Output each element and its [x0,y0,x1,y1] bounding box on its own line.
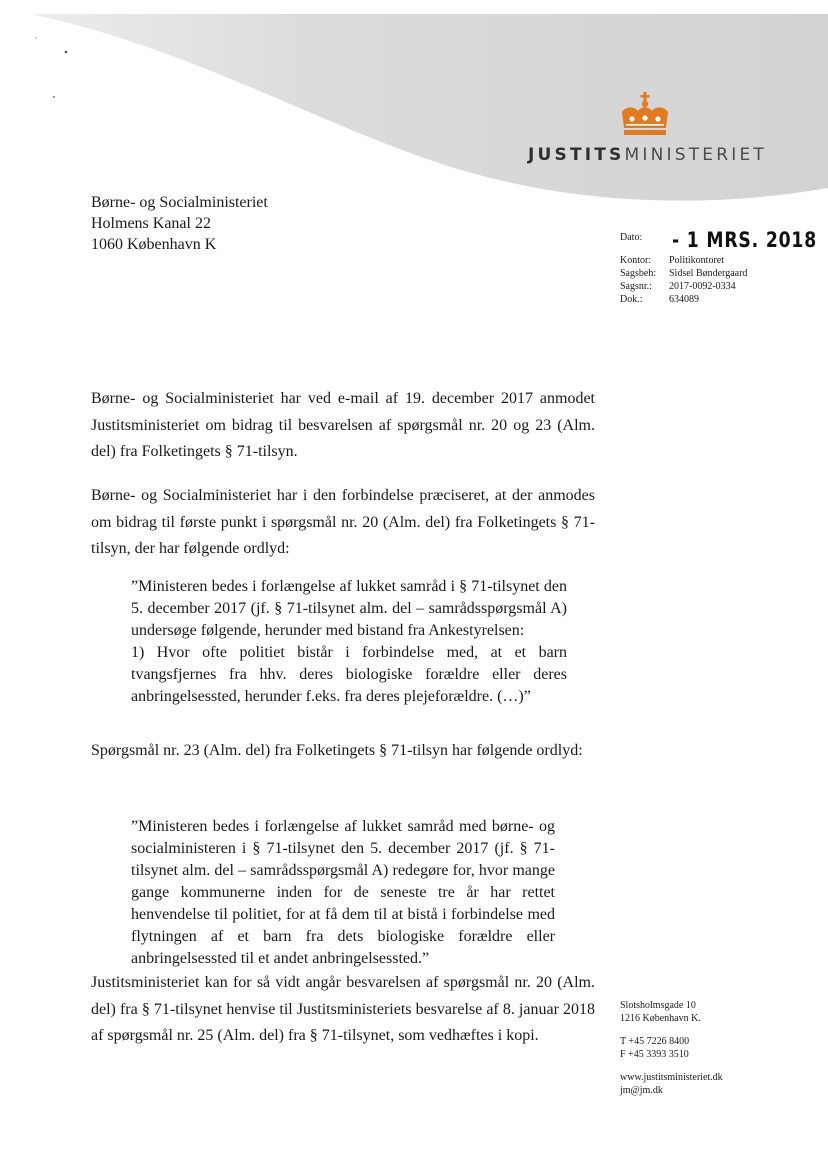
sagsbeh-value: Sidsel Bøndergaard [669,268,748,279]
crown-logo-icon [616,92,674,142]
recipient-city: 1060 København K [91,236,217,253]
dok-label: Dok.: [620,294,643,305]
footer-email[interactable]: jm@jm.dk [620,1084,663,1096]
footer-website[interactable]: www.justitsministeriet.dk [620,1072,723,1083]
footer-phone: T +45 7226 8400 [620,1036,690,1047]
footer-fax: F +45 3393 3510 [620,1048,689,1060]
ministry-name-bold: JUSTITS [527,145,625,165]
paragraph-answer: Justitsministeriet kan for så vidt angår besvarelsen af spørgsmål nr. 20 (Alm. del) fra § 71-tilsynet henvise til Justitsministeriets besvarelse af 8. januar 2018 af spørgsmål nr. 25 (Alm. del) fra § 71-tilsynet, som vedhæftes i kopi. [91,974,595,1044]
ministry-name [527,145,767,165]
date-label: Dato: [620,232,643,243]
meta-row-date [620,231,747,244]
footer-address-street: Slotsholmsgade 10 [620,1000,696,1011]
meta-row-dok [620,293,747,306]
quote-question-20-part2: 1) Hvor ofte politiet bistår i forbindelse med, at et barn tvangsfjernes fra hhv. deres biologiske forældre eller deres anbringelsessted, herunder f.eks. fra deres plejeforældre. (…)” [131,644,567,705]
contact-footer [620,1000,723,1097]
paragraph-question-23: Spørgsmål nr. 23 (Alm. del) fra Folketingets § 71-tilsyn har følgende ordlyd: [91,742,583,759]
kontor-label: Kontor: [620,255,652,266]
quote-question-23: ”Ministeren bedes i forlængelse af lukket samråd med børne- og socialministeren i § 71-tilsynet den 5. december 2017 (jf. § 71-tilsynet alm. del – samrådsspørgsmål A) redegøre for, hvor mange gange kommunerne inden for de seneste tre år har rettet henvendelse til politiet, for at få dem til at bistå i forbindelse med flytningen af et barn fra dets biologiske forældre eller anbringelsessted til et andet anbringelsessted.” [131,818,555,967]
sagsnr-value: 2017-0092-0334 [669,281,736,292]
meta-row-kontor [620,254,747,267]
case-metadata [620,231,747,306]
footer-address-city: 1216 København K. [620,1012,701,1024]
header-swoosh [0,0,828,215]
recipient-street: Holmens Kanal 22 [91,215,211,232]
paragraph-question-20: Børne- og Socialministeriet har i den forbindelse præciseret, at der anmodes om bidrag til første punkt i spørgsmål nr. 20 (Alm. del) fra Folketingets § 71-tilsyn, der har følgende ordlyd: [91,487,595,557]
paragraph-intro: Børne- og Socialministeriet har ved e-mail af 19. december 2017 anmodet Justitsministeriet om bidrag til besvarelsen af spørgsmål nr. 20 og 23 (Alm. del) fra Folketingets § 71-tilsyn. [91,390,595,460]
recipient-name: Børne- og Socialministeriet [91,194,268,211]
quote-question-20-part1: ”Ministeren bedes i forlængelse af lukket samråd i § 71-tilsynet den 5. december 2017 (jf. § 71-tilsynet alm. del – samrådsspørgsmål A) undersøge følgende, herunder med bistand fra Ankestyrelsen: [131,578,567,639]
kontor-value: Politikontoret [669,255,724,266]
date-stamp: - 1 MRS. 2018 [672,228,818,252]
meta-row-sagsbeh [620,267,747,280]
sagsbeh-label: Sagsbeh: [620,268,657,279]
dok-value: 634089 [669,294,699,305]
recipient-address [91,192,268,255]
meta-row-sagsnr [620,280,747,293]
sagsnr-label: Sagsnr.: [620,281,652,292]
ministry-name-light: MINISTERIET [624,145,767,165]
quote-question-20 [131,576,567,708]
